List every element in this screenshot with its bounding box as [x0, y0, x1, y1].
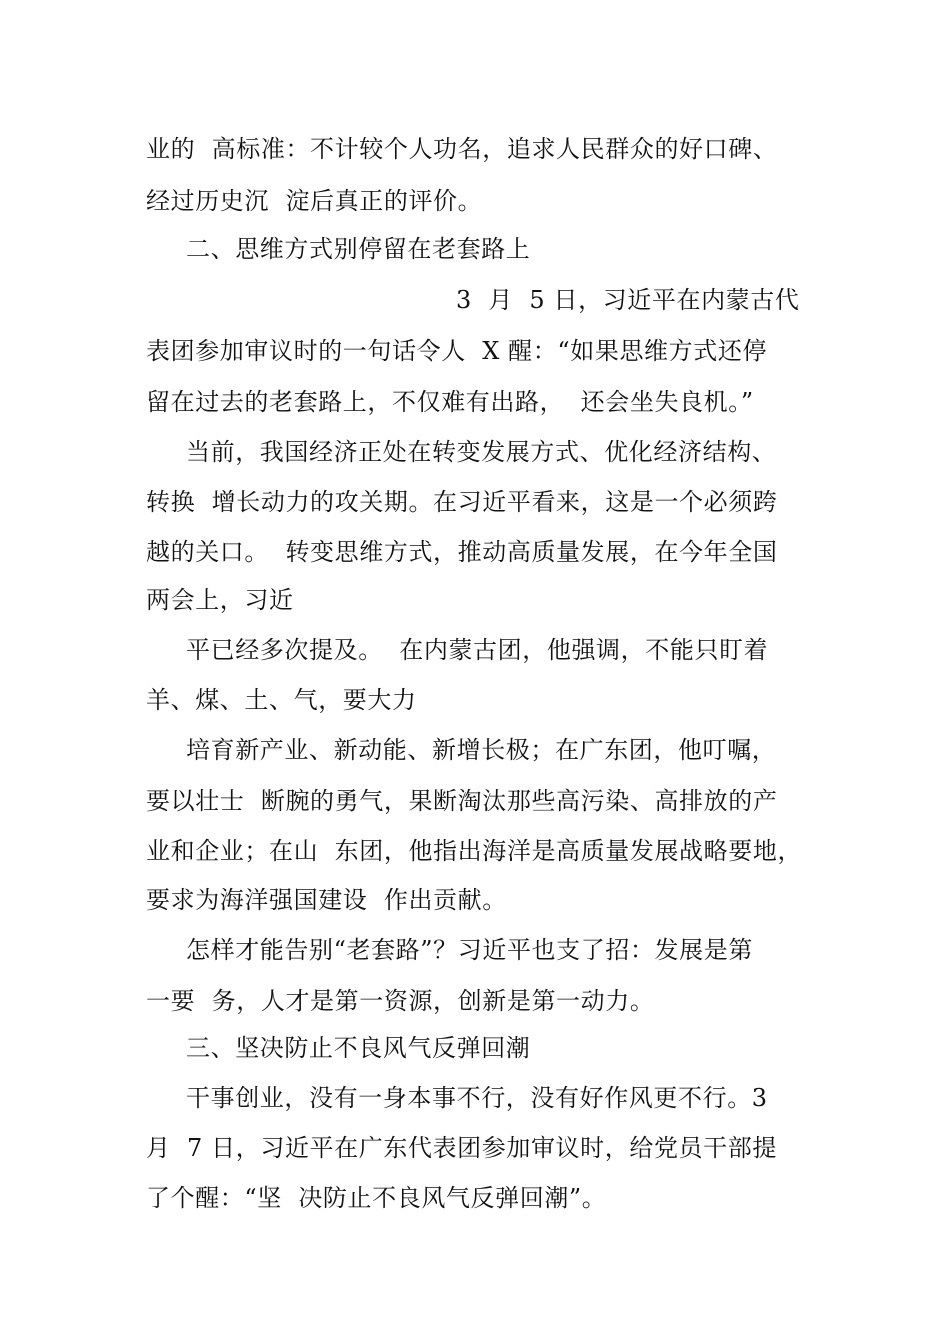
- paragraph-line: 两会上，习近: [146, 586, 294, 614]
- paragraph-line: 培育新产业、新动能、新增长极；在广东团，他叮嘱，: [186, 736, 777, 764]
- paragraph-line: 经过历史沉 淀后真正的评价。: [146, 187, 483, 215]
- paragraph-line: 越的关口。 转变思维方式，推动高质量发展，在今年全国: [146, 538, 778, 566]
- paragraph-line: 留在过去的老套路上，不仅难有出路， 还会坐失良机。”: [146, 388, 754, 416]
- paragraph-line: 要求为海洋强国建设 作出贡献。: [146, 886, 507, 914]
- paragraph-line: 了个醒：“坚 决防止不良风气反弹回潮”。: [146, 1184, 607, 1212]
- section-heading: 三、坚决防止不良风气反弹回潮: [186, 1034, 531, 1062]
- section-heading: 二、思维方式别停留在老套路上: [186, 235, 531, 263]
- paragraph-line: 怎样才能告别“老套路”？习近平也支了招：发展是第: [186, 936, 753, 964]
- paragraph-line: 一要 务，人才是第一资源，创新是第一动力。: [146, 987, 655, 1015]
- paragraph-line: 干事创业，没有一身本事不行，没有好作风更不行。3: [186, 1084, 768, 1112]
- paragraph-line: 转换 增长动力的攻关期。在习近平看来，这是一个必须跨: [146, 488, 778, 516]
- paragraph-line: 业和企业；在山 东团，他指出海洋是高质量发展战略要地，: [146, 837, 803, 865]
- paragraph-line: 业的 高标准：不计较个人功名，追求人民群众的好口碑、: [146, 135, 778, 163]
- paragraph-line: 表团参加审议时的一句话令人 X 醒：“如果思维方式还停: [146, 337, 768, 365]
- paragraph-line: 当前，我国经济正处在转变发展方式、优化经济结构、: [186, 438, 777, 466]
- paragraph-line: 羊、煤、土、气，要大力: [146, 686, 417, 714]
- paragraph-line: 月 7 日，习近平在广东代表团参加审议时，给党员干部提: [146, 1134, 777, 1162]
- paragraph-line: 3 月 5 日，习近平在内蒙古代: [456, 286, 800, 314]
- paragraph-line: 要以壮士 断腕的勇气，果断淘汰那些高污染、高排放的产: [146, 787, 778, 815]
- paragraph-line: 平已经多次提及。 在内蒙古团，他强调，不能只盯着: [186, 636, 769, 664]
